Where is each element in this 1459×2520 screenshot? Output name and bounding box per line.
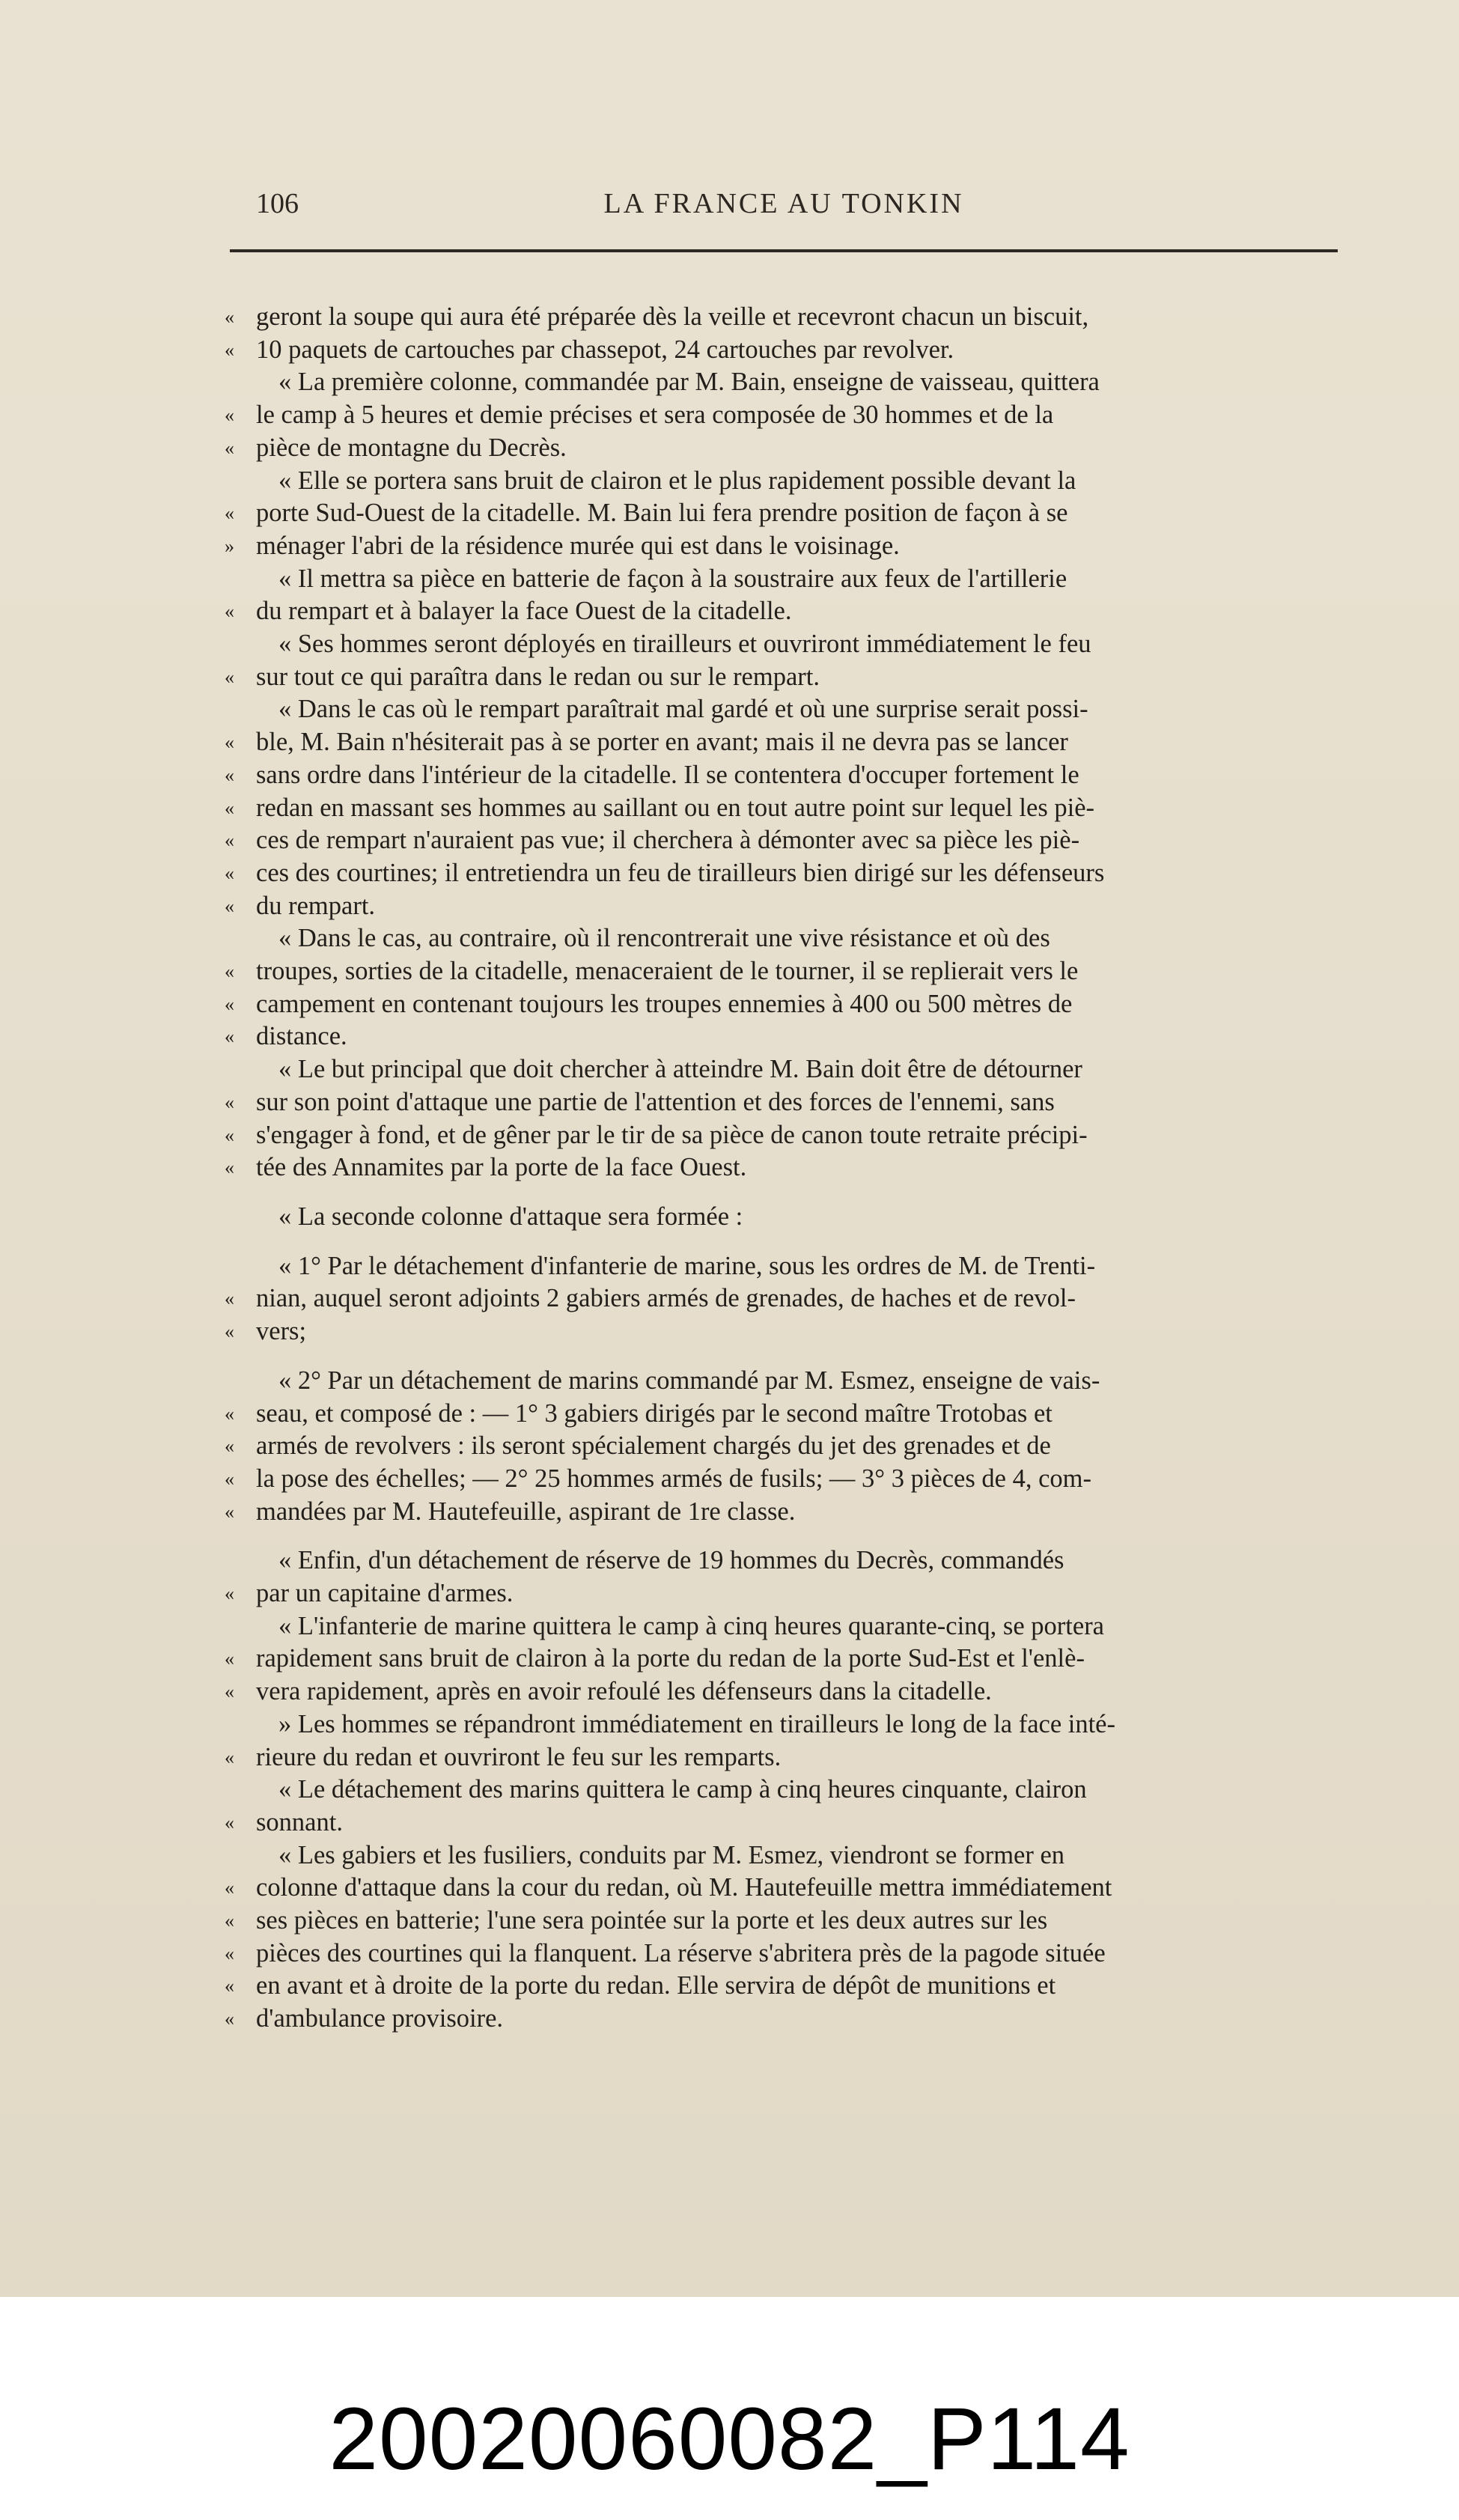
guillemet-margin-mark: «: [225, 1648, 234, 1670]
paragraph: [225, 1839, 1340, 2036]
paragraph: [225, 1610, 1340, 1708]
guillemet-margin-mark: «: [225, 2008, 234, 2030]
line-text: sonnant.: [256, 1807, 343, 1836]
text-line: [225, 1086, 1340, 1119]
text-line: [225, 1315, 1340, 1348]
paragraph: [225, 1774, 1340, 1839]
line-text: ble, M. Bain n'hésiterait pas à se porter en avant; mais il ne devra pas se lancer: [256, 728, 1068, 757]
line-text: « Il mettra sa pièce en batterie de façon à la soustraire aux feux de l'artillerie: [278, 564, 1067, 593]
guillemet-margin-mark: «: [225, 1288, 234, 1310]
line-text: sans ordre dans l'intérieur de la citadelle. Il se contentera d'occuper fortement le: [256, 760, 1079, 789]
paragraph: [225, 1544, 1340, 1610]
line-text: ses pièces en batterie; l'une sera pointée sur la porte et les deux autres sur les: [256, 1906, 1048, 1935]
paragraph: [225, 1250, 1340, 1348]
paragraph: [225, 693, 1340, 922]
text-line: [225, 2003, 1340, 2036]
text-line: [225, 1544, 1340, 1577]
guillemet-margin-mark: «: [225, 600, 234, 623]
line-text: « Le but principal que doit chercher à atteindre M. Bain doit être de détourner: [278, 1055, 1082, 1084]
text-line: [225, 1643, 1340, 1676]
text-line: [225, 1577, 1340, 1610]
text-line: [225, 563, 1340, 596]
text-line: [225, 1282, 1340, 1315]
line-text: » Les hommes se répandront immédiatement en tirailleurs le long de la face inté-: [278, 1709, 1115, 1738]
line-text: porte Sud-Ouest de la citadelle. M. Bain lui fera prendre position de façon à se: [256, 499, 1068, 528]
text-line: [225, 1250, 1340, 1283]
line-text: rieure du redan et ouvriront le feu sur les remparts.: [256, 1742, 782, 1771]
guillemet-margin-mark: «: [225, 797, 234, 819]
guillemet-margin-mark: «: [225, 1321, 234, 1343]
text-line: [225, 661, 1340, 694]
line-text: colonne d'attaque dans la cour du redan, où M. Hautefeuille mettra immédiatement: [256, 1873, 1112, 1902]
guillemet-margin-mark: «: [225, 764, 234, 786]
line-text: s'engager à fond, et de gêner par le tir de sa pièce de canon toute retraite précipi-: [256, 1120, 1088, 1149]
text-line: [225, 1119, 1340, 1152]
line-text: armés de revolvers : ils seront spécialement chargés du jet des grenades et de: [256, 1431, 1051, 1461]
guillemet-margin-mark: «: [225, 1583, 234, 1605]
page-number: 106: [256, 188, 299, 219]
line-text: campement en contenant toujours les troupes ennemies à 400 ou 500 mètres de: [256, 989, 1073, 1018]
guillemet-margin-mark: «: [225, 1942, 234, 1964]
text-line: [225, 922, 1340, 955]
line-text: redan en massant ses hommes au saillant ou en tout autre point sur lequel les piè-: [256, 793, 1095, 822]
line-text: « L'infanterie de marine quittera le camp à cinq heures quarante-cinq, se portera: [278, 1611, 1104, 1640]
line-text: pièce de montagne du Decrès.: [256, 433, 567, 462]
text-line: [225, 1398, 1340, 1431]
line-text: en avant et à droite de la porte du redan. Elle servira de dépôt de munitions et: [256, 1971, 1056, 2000]
guillemet-margin-mark: «: [225, 1500, 234, 1523]
line-text: nian, auquel seront adjoints 2 gabiers armés de grenades, de haches et de revol-: [256, 1284, 1076, 1313]
line-text: vera rapidement, après en avoir refoulé les défenseurs dans la citadelle.: [256, 1677, 992, 1706]
paragraph: [225, 1708, 1340, 1774]
text-line: [225, 1970, 1340, 2003]
guillemet-margin-mark: «: [225, 1402, 234, 1425]
text-line: [225, 955, 1340, 988]
text-line: [225, 759, 1340, 792]
line-text: « Enfin, d'un détachement de réserve de 19 hommes du Decrès, commandés: [278, 1546, 1064, 1575]
guillemet-margin-mark: «: [225, 404, 234, 427]
line-text: « 2° Par un détachement de marins commandé par M. Esmez, enseigne de vais-: [278, 1366, 1100, 1395]
line-text: vers;: [256, 1317, 307, 1346]
line-text: « Dans le cas où le rempart paraîtrait mal gardé et où une surprise serait possi-: [278, 695, 1088, 724]
guillemet-margin-mark: «: [225, 895, 234, 917]
text-line: [225, 1053, 1340, 1086]
guillemet-margin-mark: «: [225, 1681, 234, 1703]
guillemet-margin-mark: «: [225, 306, 234, 328]
text-line: [225, 1938, 1340, 1970]
text-line: [225, 432, 1340, 465]
text-line: [225, 824, 1340, 857]
line-text: « Les gabiers et les fusiliers, conduits par M. Esmez, viendront se former en: [278, 1840, 1065, 1869]
line-text: ces des courtines; il entretiendra un feu de tirailleurs bien dirigé sur les défenseurs: [256, 858, 1105, 887]
guillemet-margin-mark: «: [225, 1091, 234, 1113]
text-line: [225, 1872, 1340, 1905]
paragraph: [225, 628, 1340, 693]
line-text: mandées par M. Hautefeuille, aspirant de 1re classe.: [256, 1497, 796, 1526]
paragraph: [225, 1201, 1340, 1234]
guillemet-margin-mark: «: [225, 1910, 234, 1932]
text-line: [225, 1463, 1340, 1496]
guillemet-margin-mark: «: [225, 731, 234, 754]
text-line: [225, 628, 1340, 661]
guillemet-margin-mark: «: [225, 1746, 234, 1768]
text-line: [225, 1807, 1340, 1839]
line-text: « La première colonne, commandée par M. Bain, enseigne de vaisseau, quittera: [278, 368, 1100, 397]
line-text: « 1° Par le détachement d'infanterie de marine, sous les ordres de M. de Trenti-: [278, 1251, 1096, 1280]
text-line: [225, 1774, 1340, 1807]
text-line: [225, 497, 1340, 530]
text-line: [225, 857, 1340, 890]
line-text: seau, et composé de : — 1° 3 gabiers dirigés par le second maître Trotobas et: [256, 1399, 1053, 1428]
line-text: ménager l'abri de la résidence murée qui est dans le voisinage.: [256, 531, 900, 560]
line-text: pièces des courtines qui la flanquent. La réserve s'abritera près de la pagode située: [256, 1938, 1106, 1967]
paragraph: [225, 1053, 1340, 1184]
text-line: [225, 1151, 1340, 1184]
guillemet-margin-mark: «: [225, 862, 234, 884]
text-line: [225, 890, 1340, 923]
line-text: par un capitaine d'armes.: [256, 1579, 514, 1608]
line-text: « Dans le cas, au contraire, où il rencontrerait une vive résistance et où des: [278, 924, 1050, 953]
guillemet-margin-mark: «: [225, 993, 234, 1015]
line-text: geront la soupe qui aura été préparée dès la veille et recevront chacun un biscuit,: [256, 302, 1089, 331]
text-line: [225, 693, 1340, 726]
text-line: [225, 1430, 1340, 1463]
text-line: [225, 1708, 1340, 1741]
line-text: « La seconde colonne d'attaque sera formée :: [278, 1202, 743, 1231]
text-line: [225, 1496, 1340, 1529]
guillemet-margin-mark: «: [225, 1877, 234, 1899]
text-line: [225, 595, 1340, 628]
line-text: « Elle se portera sans bruit de clairon et le plus rapidement possible devant la: [278, 466, 1076, 495]
paragraph: [225, 366, 1340, 464]
text-line: [225, 1839, 1340, 1872]
guillemet-margin-mark: »: [225, 535, 234, 557]
paragraph: [225, 465, 1340, 563]
text-line: [225, 1201, 1340, 1234]
line-text: rapidement sans bruit de clairon à la porte du redan de la porte Sud-Est et l'enlè-: [256, 1644, 1085, 1673]
line-text: sur tout ce qui paraîtra dans le redan ou sur le rempart.: [256, 662, 820, 691]
body-text: [225, 301, 1340, 2036]
guillemet-margin-mark: «: [225, 666, 234, 688]
guillemet-margin-mark: «: [225, 1811, 234, 1833]
guillemet-margin-mark: «: [225, 1026, 234, 1048]
text-line: [225, 1741, 1340, 1774]
text-line: [225, 1020, 1340, 1053]
line-text: du rempart et à balayer la face Ouest de la citadelle.: [256, 597, 792, 626]
guillemet-margin-mark: «: [225, 436, 234, 459]
archive-id-label: 20020060082_P114: [329, 2390, 1130, 2489]
header-rule: [230, 249, 1338, 252]
paragraph: [225, 563, 1340, 628]
line-text: ces de rempart n'auraient pas vue; il cherchera à démonter avec sa pièce les piè-: [256, 826, 1080, 855]
paragraph: [225, 301, 1340, 366]
text-line: [225, 1676, 1340, 1708]
guillemet-margin-mark: «: [225, 1975, 234, 1997]
text-line: [225, 726, 1340, 759]
text-line: [225, 988, 1340, 1021]
guillemet-margin-mark: «: [225, 961, 234, 983]
line-text: « Ses hommes seront déployés en tirailleurs et ouvriront immédiatement le feu: [278, 630, 1091, 659]
line-text: troupes, sorties de la citadelle, menaceraient de le tourner, il se replierait vers le: [256, 957, 1079, 986]
guillemet-margin-mark: «: [225, 830, 234, 852]
text-line: [225, 399, 1340, 432]
line-text: le camp à 5 heures et demie précises et sera composée de 30 hommes et de la: [256, 401, 1054, 430]
text-line: [225, 792, 1340, 825]
text-line: [225, 301, 1340, 334]
guillemet-margin-mark: «: [225, 502, 234, 525]
text-line: [225, 334, 1340, 367]
line-text: distance.: [256, 1022, 347, 1051]
guillemet-margin-mark: «: [225, 1467, 234, 1490]
line-text: tée des Annamites par la porte de la face Ouest.: [256, 1153, 747, 1182]
paragraph: [225, 922, 1340, 1053]
line-text: 10 paquets de cartouches par chassepot, 24 cartouches par revolver.: [256, 335, 954, 364]
text-line: [225, 1610, 1340, 1643]
line-text: la pose des échelles; — 2° 25 hommes armés de fusils; — 3° 3 pièces de 4, com-: [256, 1464, 1091, 1493]
text-line: [225, 465, 1340, 498]
text-line: [225, 530, 1340, 563]
guillemet-margin-mark: «: [225, 1124, 234, 1146]
running-title: LA FRANCE AU TONKIN: [603, 188, 964, 219]
line-text: du rempart.: [256, 891, 376, 920]
page-header: [230, 187, 1338, 232]
text-line: [225, 1365, 1340, 1398]
guillemet-margin-mark: «: [225, 1435, 234, 1458]
line-text: sur son point d'attaque une partie de l'attention et des forces de l'ennemi, sans: [256, 1087, 1055, 1116]
paragraph: [225, 1365, 1340, 1529]
line-text: « Le détachement des marins quittera le camp à cinq heures cinquante, clairon: [278, 1775, 1087, 1804]
text-line: [225, 366, 1340, 399]
guillemet-margin-mark: «: [225, 1157, 234, 1179]
guillemet-margin-mark: «: [225, 338, 234, 361]
line-text: d'ambulance provisoire.: [256, 2004, 504, 2033]
text-line: [225, 1905, 1340, 1938]
